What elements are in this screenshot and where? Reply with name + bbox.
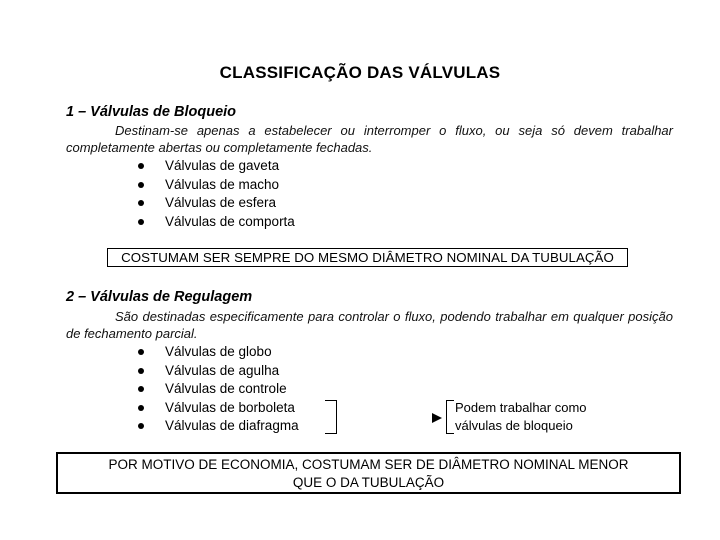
list-item-label: Válvulas de globo: [165, 344, 272, 359]
list-item-label: Válvulas de agulha: [165, 362, 280, 378]
list-item-label: Válvulas de esfera: [165, 195, 277, 210]
callout-line2: QUE O DA TUBULAÇÃO: [292, 475, 445, 490]
bullet-icon: [138, 423, 144, 429]
list-item-label: Válvulas de comporta: [165, 213, 295, 229]
bullet-icon: [138, 386, 144, 392]
section1-paragraph: Destinam-se apenas a estabelecer ou interromper o fluxo, ou seja só devem trabalhar completamente abertas ou completamente fechadas.: [66, 123, 673, 155]
section1-callout-box: COSTUMAM SER SEMPRE DO MESMO DIÂMETRO NOMINAL DA TUBULAÇÃO: [107, 248, 628, 267]
bracket-note: [455, 399, 587, 435]
bullet-icon: [138, 219, 144, 225]
bullet-icon: [138, 163, 144, 169]
list-item-label: Válvulas de gaveta: [165, 158, 280, 173]
list-item-label: Válvulas de macho: [165, 176, 280, 192]
section2-callout-box: [56, 452, 681, 494]
bullet-icon: [138, 182, 144, 188]
grouping-bracket: [325, 400, 337, 434]
section1-heading: 1 – Válvulas de Bloqueio: [66, 104, 237, 120]
bullet-icon: [138, 200, 144, 206]
callout-line1: POR MOTIVO DE ECONOMIA, COSTUMAM SER DE DIÂMETRO NOMINAL MENOR: [108, 457, 629, 472]
bracket-note-line1: Podem trabalhar como: [455, 400, 587, 415]
list-item-label: Válvulas de diafragma: [165, 418, 299, 433]
note-bracket: [446, 400, 454, 434]
bullet-icon: [138, 349, 144, 355]
bullet-icon: [138, 405, 144, 411]
section2-paragraph: São destinadas especificamente para controlar o fluxo, podendo trabalhar em qualquer posição de fechamento parcial.: [66, 309, 673, 341]
section2-heading: 2 – Válvulas de Regulagem: [66, 289, 253, 305]
page-title: CLASSIFICAÇÃO DAS VÁLVULAS: [219, 63, 501, 82]
list-item-label: Válvulas de controle: [165, 381, 287, 396]
arrow-right-icon: [432, 413, 442, 423]
bracket-note-line2: válvulas de bloqueio: [455, 418, 573, 433]
list-item-label: Válvulas de borboleta: [165, 399, 295, 415]
bullet-icon: [138, 368, 144, 374]
